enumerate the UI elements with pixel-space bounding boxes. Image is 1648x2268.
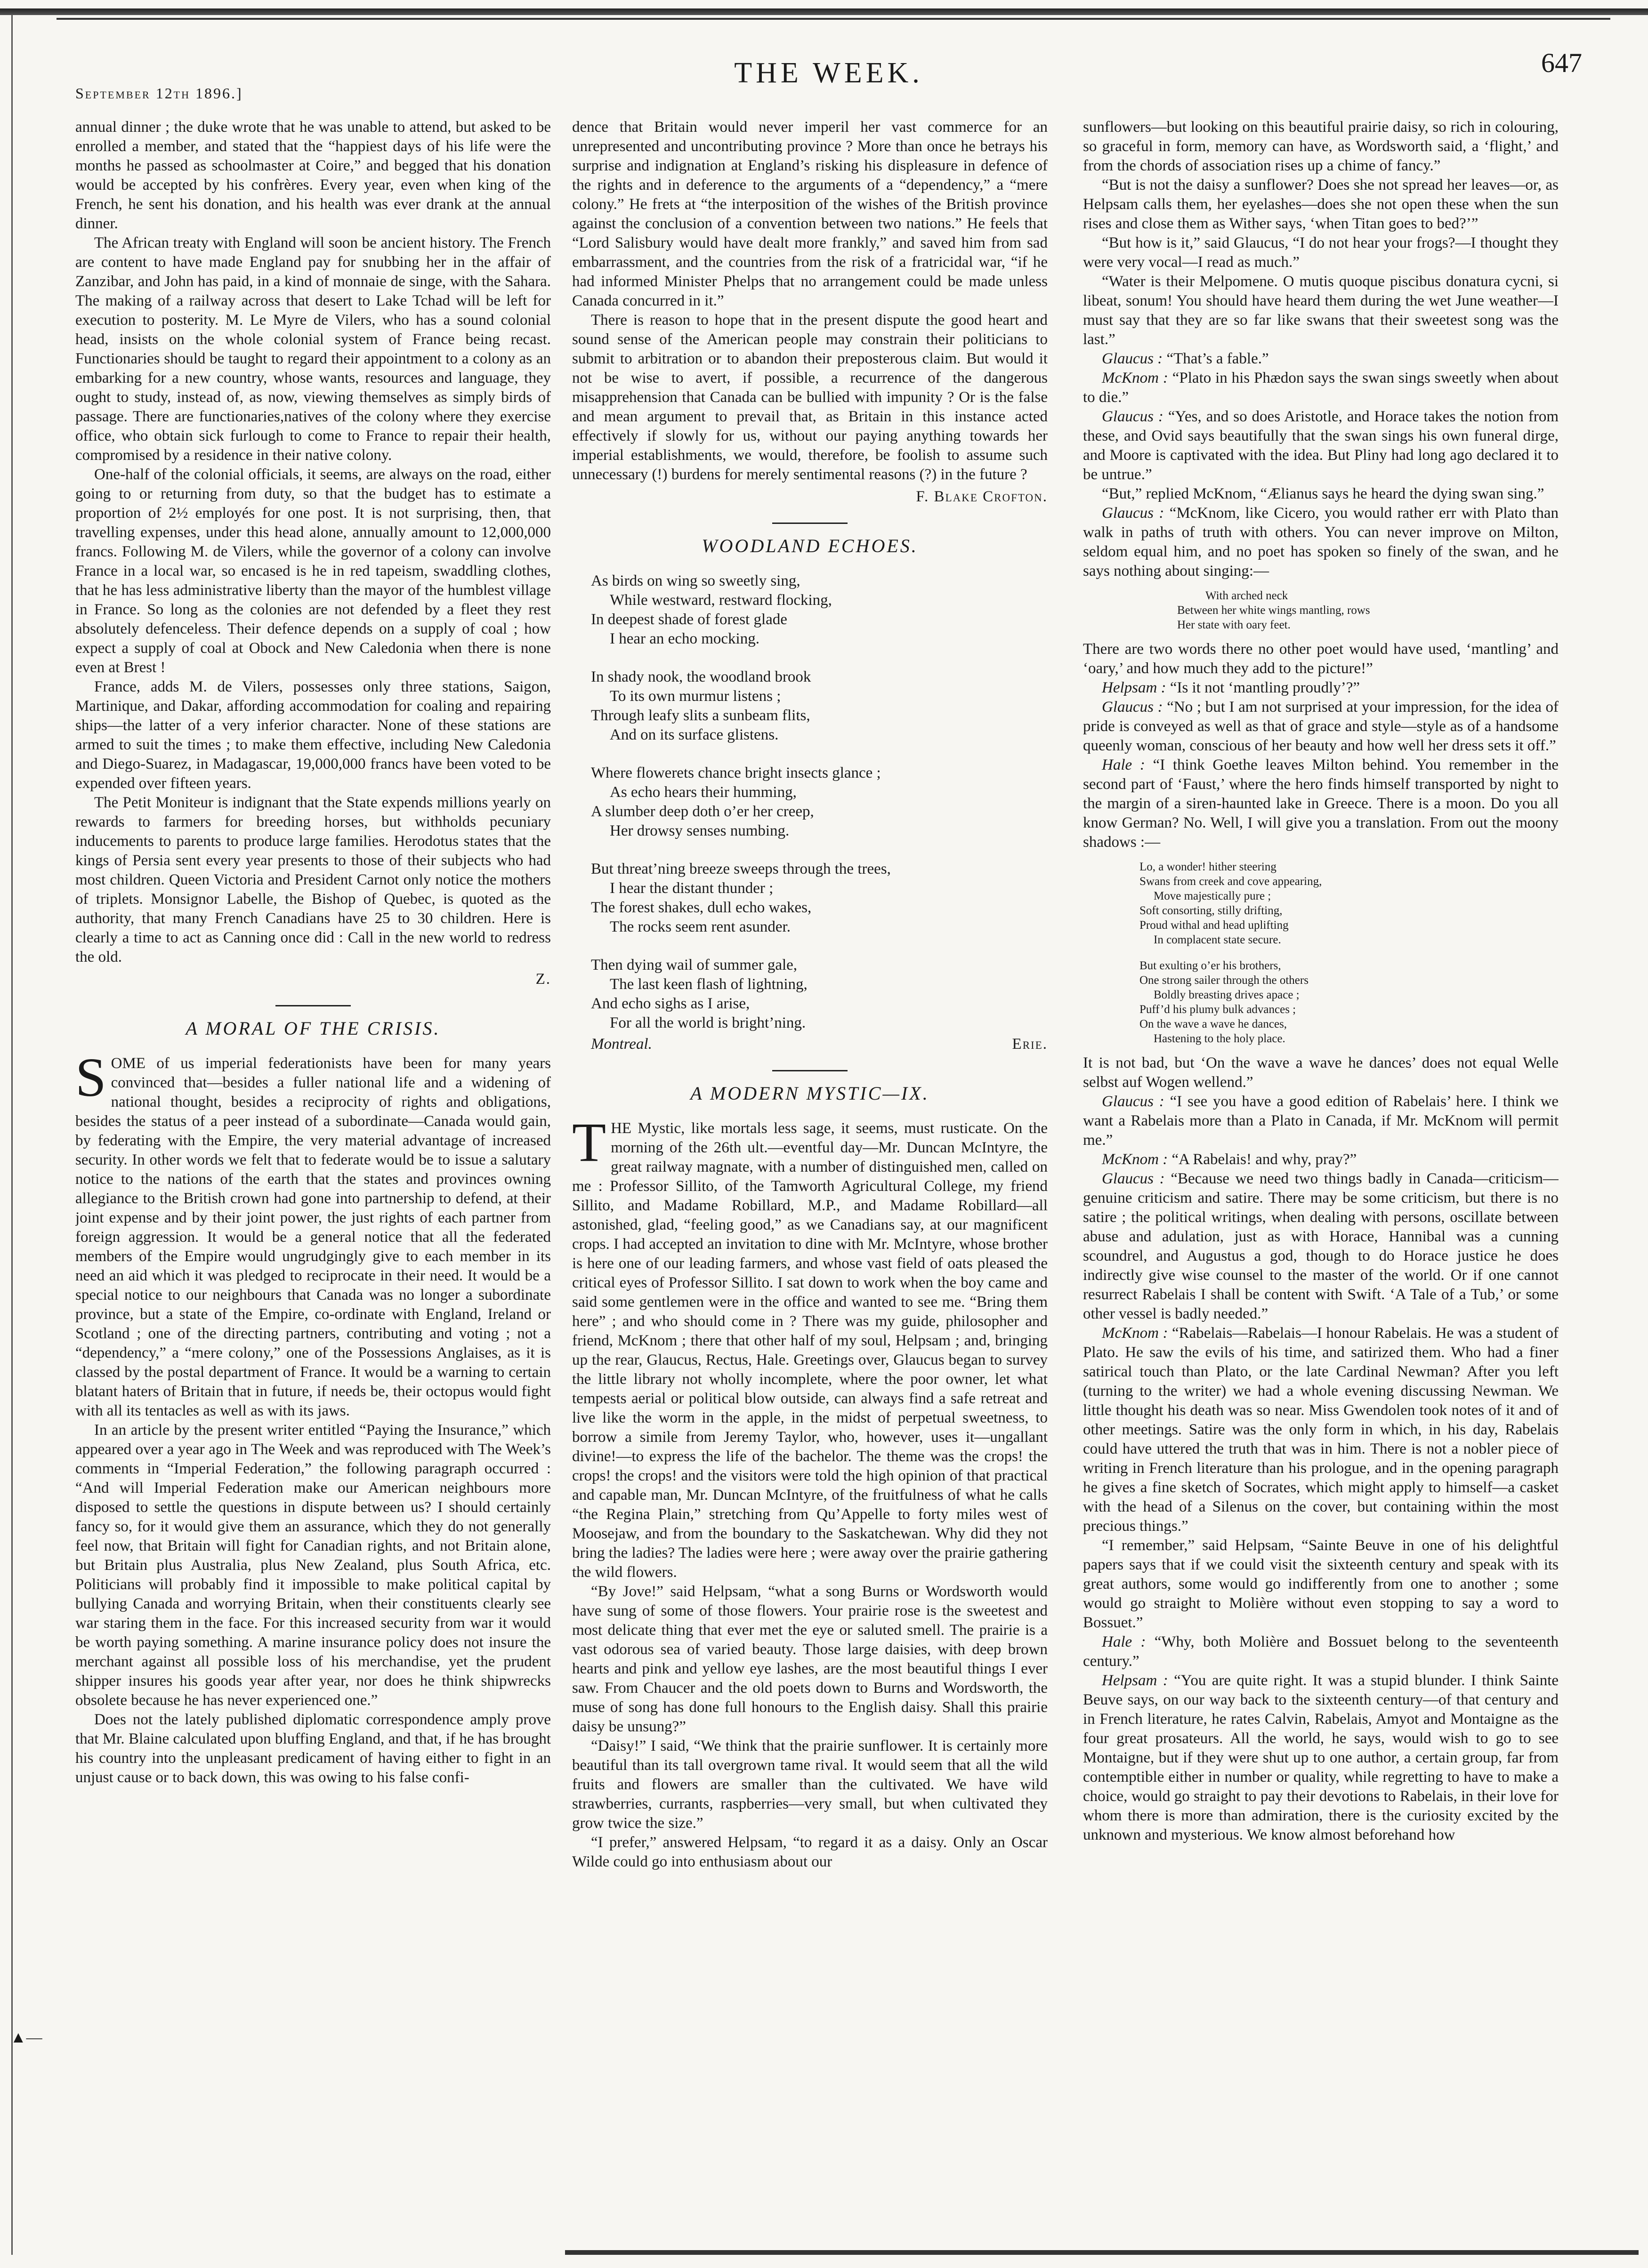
speaker-name: Hale : <box>1102 1633 1146 1650</box>
poem-line: While westward, restward flocking, <box>610 592 832 609</box>
quote-line: Puff’d his plumy bulk advances ; <box>1139 1003 1296 1016</box>
dialogue-text: “Because we need two things badly in Canada—criticism—genuine criticism and satire. There may be some criticism, but there is no satire ; the political writings, when dealing with persons, oscillate between abuse and adulation, just as with Horace, Hannibal was a cunning scoundrel, and Augustus a god, though to do Horace justice he does indirectly give wise counsel to the master of the world. Or if one cannot resurrect Rabelais I shall be content with Swift. ‘A Tale of a Tub,’ or some other vessel is badly needed.” <box>1083 1170 1559 1322</box>
paragraph: Does not the lately published diplomatic correspondence amply prove that Mr. Blaine calculated upon bluffing England, and that, if he has brought his country into the unpleasant predicament of having either to fight in an unjust cause or to back down, this was owing to his false confi- <box>75 1711 551 1786</box>
dialogue-line <box>1083 1324 1559 1536</box>
paragraph <box>75 1046 551 1421</box>
quote-line: Lo, a wonder! hither steering <box>1139 861 1276 873</box>
column-3 <box>1083 118 1559 2236</box>
paragraph: “Water is their Melpomene. O mutis quoque piscibus donatura cycni, si libeat, sonum! You should have heard them during the wet June weather—I must say that they are so far like swans that their sweetest song was the last.” <box>1083 273 1559 348</box>
dialogue-text: “A Rabelais! and why, pray?” <box>1171 1151 1357 1168</box>
quote-gap <box>1139 947 1559 958</box>
poem-line: The rocks seem rent asunder. <box>610 918 791 935</box>
quote-line: Move majestically pure ; <box>1154 890 1271 902</box>
speaker-name: Helpsam : <box>1102 1672 1168 1689</box>
issue-date: September 12th 1896.] <box>75 85 243 102</box>
paragraph: “But,” replied McKnom, “Ælianus says he heard the dying swan sing.” <box>1102 485 1544 502</box>
quote-line: Swans from creek and cove appearing, <box>1139 875 1322 888</box>
paragraph: sunflowers—but looking on this beautiful prairie daisy, so rich in colouring, so graceful in form, memory can have, as Wordsworth said, a ‘flight,’ and from the chords of association rises up a chime of fancy.” <box>1083 119 1559 174</box>
quote-line: Her state with oary feet. <box>1177 619 1291 631</box>
dialogue-line <box>1083 756 1559 852</box>
stanza <box>591 956 1048 1033</box>
speaker-name: Helpsam : <box>1102 679 1166 696</box>
speaker-name: Glaucus : <box>1102 1093 1164 1110</box>
author-signature: F. Blake Crofton. <box>916 488 1048 505</box>
paragraph: dence that Britain would never imperil her vast commerce for an unrepresented and uncontributing province ? More than once he betrays his surprise and indignation at England’s risking his displeasure in defence of the rights and in deference to the arguments of a “dependency,” a “mere colony.” He frets at “the interposition of the wishes of the British province against the conclusion of a convention between two nations.” He feels that “Lord Salisbury would have dealt more frankly,” and saved him from sad embarrassment, and the countries from the risk of a fratricidal war, “if he had informed Minister Phelps that no arrangement could be made unless Canada concurred in it.” <box>572 119 1048 309</box>
verse-quotation <box>1139 860 1559 1046</box>
quote-line: Proud withal and head uplifting <box>1139 919 1289 932</box>
poem-line: The last keen flash of lightning, <box>610 976 808 993</box>
poem-line: As birds on wing so sweetly sing, <box>591 572 800 589</box>
dialogue-text: “McKnom, like Cicero, you would rather err with Plato than walk in paths of truth with others. You can never improve on Milton, seldom equal him, and no poet has spoken so finely of the swan, and he says nothing about singing:— <box>1083 505 1559 579</box>
dialogue-text: “I think Goethe leaves Milton behind. You remember in the second part of ‘Faust,’ where the hero finds himself transported by night to the margin of a siren-haunted lake in Greece. There is a moon. Do you all know German? No. Well, I will give you a translation. From out the moony shadows :— <box>1083 756 1559 851</box>
speaker-name: Hale : <box>1102 756 1145 773</box>
dialogue-text: “Plato in his Phædon says the swan sings sweetly when about to die.” <box>1083 370 1559 406</box>
poem-line: I hear an echo mocking. <box>610 630 759 647</box>
quote-line: Hastening to the holy place. <box>1154 1032 1285 1045</box>
dialogue-text: “Why, both Molière and Bossuet belong to the seventeenth century.” <box>1083 1633 1559 1670</box>
paragraph: It is not bad, but ‘On the wave a wave he dances’ does not equal Welle selbst auf Wogen wellend.” <box>1083 1054 1559 1091</box>
quote-line: But exulting o’er his brothers, <box>1139 959 1281 972</box>
section-divider <box>772 1070 848 1071</box>
poem-line: In deepest shade of forest glade <box>591 611 787 628</box>
poem-line: In shady nook, the woodland brook <box>591 668 811 685</box>
paragraph: “I remember,” said Helpsam, “Sainte Beuve in one of his delightful papers says that if we could visit the sixteenth century and speak with its great authors, some would go indifferently from one to another ; some would go straight to Molière without even stopping to say a word to Bossuet.” <box>1083 1537 1559 1631</box>
paragraph: “But how is it,” said Glaucus, “I do not hear your frogs?—I thought they were very vocal—I read as much.” <box>1083 234 1559 271</box>
publication-title: THE WEEK. <box>734 57 923 89</box>
dialogue-text: “Is it not ‘mantling proudly’?” <box>1170 679 1360 696</box>
poem-author: Erie. <box>1012 1036 1048 1053</box>
poem-line: I hear the distant thunder ; <box>610 880 774 897</box>
speaker-name: Glaucus : <box>1102 505 1164 522</box>
page-number: 647 <box>1541 48 1582 78</box>
poem-line: But threat’ning breeze sweeps through the trees, <box>591 861 891 877</box>
dialogue-line <box>1083 678 1559 698</box>
poem-line: Her drowsy senses numbing. <box>610 822 790 839</box>
section-divider <box>275 1005 351 1006</box>
poem-line: The forest shakes, dull echo wakes, <box>591 899 812 916</box>
left-margin-line <box>11 14 13 2255</box>
dialogue-line <box>1083 1633 1559 1671</box>
verse-quotation <box>1177 588 1559 632</box>
margin-mark-icon: ▲— <box>10 2029 42 2046</box>
dialogue-line <box>1083 1150 1559 1169</box>
poem-line: A slumber deep doth o’er her creep, <box>591 803 814 820</box>
stanza <box>591 571 1048 649</box>
author-signature: Z. <box>535 971 551 988</box>
speaker-name: McKnom : <box>1102 370 1168 386</box>
dialogue-text: “I see you have a good edition of Rabelais’ here. I think we want a Rabelais more than a Plato in Canada, if Mr. McKnom will permit me.” <box>1083 1093 1559 1149</box>
dialogue-text: “Rabelais—Rabelais—I honour Rabelais. He was a student of Plato. He saw the evils of his time, and satirized them. Who had a finer satirical touch than Plato, or the late Cardinal Newman? After you left (turning to the writer) we had a whole evening discussing Newman. We little thought his death was so near. Miss Gwendolen took notes of it and of other meetings. Satire was the only form in which, in his day, Rabelais could have uttered the truth that was in him. There is not a nobler piece of writing in French literature than his prologue, and in the opening paragraph he gives a fine sketch of Socrates, which might apply to himself—a casket with the head of a Silenus on the cover, but containing within the most precious things.” <box>1083 1325 1559 1535</box>
speaker-name: McKnom : <box>1102 1151 1168 1168</box>
speaker-name: Glaucus : <box>1102 699 1163 716</box>
dialogue-text: “Yes, and so does Aristotle, and Horace takes the notion from these, and Ovid says beautifully that the swan sings his own funeral dirge, and Moore is captivated with the idea. But Pliny had long ago declared it to be untrue.” <box>1083 408 1559 483</box>
poem-line: And echo sighs as I arise, <box>591 995 750 1012</box>
paragraph <box>572 1111 1048 1582</box>
paragraph: “By Jove!” said Helpsam, “what a song Burns or Wordsworth would have sung of some of those flowers. Your prairie rose is the sweetest and most delicate thing that ever met the eye or saluted smell. The prairie is a vast odorous sea of varied beauty. Those large daisies, with deep brown hearts and pink and yellow eye lashes, are the most beautiful things I ever saw. From Chaucer and the old poets down to Burns and Wordsworth, the muse of song has done full honours to the English daisy. Shall this prairie daisy be unsung?” <box>572 1583 1048 1735</box>
column-1 <box>75 118 551 2236</box>
speaker-name: McKnom : <box>1102 1325 1168 1342</box>
paragraph: “I prefer,” answered Helpsam, “to regard it as a daisy. Only an Oscar Wilde could go into enthusiasm about our <box>572 1834 1048 1870</box>
poem-line: To its own murmur listens ; <box>610 688 781 705</box>
dialogue-line <box>1083 1092 1559 1150</box>
dialogue-line <box>1083 698 1559 756</box>
quote-line: Between her white wings mantling, rows <box>1177 604 1370 617</box>
poem-place: Montreal. <box>591 1036 652 1053</box>
article-title: A MORAL OF THE CRISIS. <box>186 1018 441 1039</box>
paragraph: “Daisy!” I said, “We think that the prairie sunflower. It is certainly more beautiful than its tall overgrown tame rival. It would seem that all the wild fruits and flowers are smaller than the cultivated. We have wild strawberries, currants, raspberries—very small, but when cultivated they grow twice the size.” <box>572 1737 1048 1832</box>
speaker-name: Glaucus : <box>1102 408 1163 425</box>
quote-line: One strong sailer through the others <box>1139 974 1309 987</box>
quote-line: Soft consorting, stilly drifting, <box>1139 904 1283 917</box>
poem-signature <box>591 1035 1048 1054</box>
dialogue-line <box>1083 504 1559 581</box>
poem-line: For all the world is bright’ning. <box>610 1014 806 1031</box>
drop-cap: S <box>75 1046 106 1108</box>
paragraph: In an article by the present writer entitled “Paying the Insurance,” which appeared over a year ago in The Week and was reproduced with The Week’s comments in “Imperial Federation,” the following paragraph occurred : “And will Imperial Federation make our American neighbours more disposed to settle the questions in dispute between us? I should certainly fancy so, for it would give them an assurance, which they do not generally feel now, that Britain will fight for Canadian rights, and not Britain alone, but Britain plus Australia, plus New Zealand, plus South Africa, etc. Politicians will probably find it impossible to make political capital by bullying Canada and worrying Britain, when their constituents clearly see war staring them in the face. For this increased security from war it would be worth paying something. A marine insurance policy does not insure the merchant against all possible loss of his merchandise, yet the prudent shipper insures his goods year after year, nor does he think shipwrecks obsolete because he has never experienced one.” <box>75 1422 551 1709</box>
speaker-name: Glaucus : <box>1102 1170 1165 1187</box>
poem-line: Through leafy slits a sunbeam flits, <box>591 707 810 724</box>
running-head <box>75 47 1582 104</box>
top-border-rule-thin <box>57 18 1610 20</box>
section-divider <box>772 523 848 524</box>
quote-line: Boldly breasting drives apace ; <box>1154 989 1300 1001</box>
poem-line: As echo hears their humming, <box>610 784 797 801</box>
stanza <box>591 668 1048 745</box>
dialogue-line <box>1083 407 1559 484</box>
paragraph: The African treaty with England will soon be ancient history. The French are content to have made England pay for snubbing her in the affair of Zanzibar, and John has paid, in a kind of monnaie de singe, with the Sahara. The making of a railway across that desert to Lake Tchad will be left for execution to posterity. M. Le Myre de Vilers, who has a sound colonial head, insists on the whole colonial system of France being recast. Functionaries should be taught to regard their appointment to a colony as an embarking for a new country, whose wants, resources and language, they ought to study, instead of, as now, viewing themselves as simply birds of passage. There are functionaries,natives of the colony where they exercise office, who obtain sick furlough to come to France to repair their health, compromised by a residence in their native colony. <box>75 234 551 464</box>
poem-line: And on its surface glistens. <box>610 726 779 743</box>
poem-line: Where flowerets chance bright insects glance ; <box>591 764 881 781</box>
poem-line: Then dying wail of summer gale, <box>591 957 798 973</box>
stanza <box>591 860 1048 937</box>
paragraph-text: HE Mystic, like mortals less sage, it seems, must rusticate. On the morning of the 26th ult.—eventful day—Mr. Duncan McIntyre, the great railway magnate, with a number of distinguished men, called on me : Professor Sillito, of the Tamworth Agricultural College, my friend Sillito, and Madame Robillard, M.P., and Madame Robillard—all astonished, glad, “feeling good,” as we Canadians say, at our magnificent crops. I had accepted an invitation to dine with Mr. McIntyre, whose brother is here one of our leading farmers, and whose vast field of oats pleased the critical eyes of Professor Sillito. I sat down to work when the boy came and said some gentlemen were in the office and wanted to see me. “Bring them here” ; and who should come in ? There was my guide, philosopher and friend, McKnom ; there that other half of my soul, Helpsam ; and, bringing up the rear, Glaucus, Rectus, Hale. Greetings over, Glaucus began to survey the little library not wholly incomplete, where the poor owner, let what tempests aerial or political blow outside, can always find a safe retreat and live like the worm in the apple, in the midst of perpetual sweetness, to borrow a simile from Jeremy Taylor, who, however, uses it—ungallant divine!—to express the life of the bachelor. The theme was the crops! the crops! the crops! and the visitors were told the high opinion of that practical and capable man, Mr. Duncan McIntyre, of the fruitfulness of what he calls “the Regina Plain,” stretching from Qu’Appelle to forty miles west of Moosejaw, and from the boundary to the Saskatchewan. Why did they not bring the ladies? The ladies were here ; were away over the prairie gathering the wild flowers. <box>572 1120 1048 1581</box>
drop-cap: T <box>572 1111 606 1173</box>
bottom-border-rule <box>565 2250 1639 2255</box>
dialogue-line <box>1083 1671 1559 1845</box>
paragraph: One-half of the colonial officials, it seems, are always on the road, either going to or returning from duty, so that the budget has to estimate a proportion of 2½ employés for one post. It is not surprising, then, that travelling expenses, under this head alone, annually amount to 12,000,000 francs. Following M. de Vilers, while the governor of a colony can involve France in a local war, so encased is he in red tapeism, swaddling clothes, that he has less administrative liberty than the mayor of the humblest village in France. So long as the colonies are not defended by a fleet they rest absolutely defenceless. Their defence depends on a supply of coal ; how expect a supply of coal at Obock and New Caledonia when there is none even at Brest ! <box>75 466 551 676</box>
stanza <box>591 764 1048 841</box>
dialogue-text: “You are quite right. It was a stupid blunder. I think Sainte Beuve says, on our way back to the sixteenth century—of that century and in French literature, he rates Calvin, Rabelais, Amyot and Montaigne as the four great prosateurs. All the world, he says, would wish to go to see Montaigne, but if they were shut up to one author, a certain group, far from contemptible either in number or quality, while regretting to have to make a choice, would go straight to pay their devotions to Rabelais, in their love for whom there is more than admiration, there is the curiosity excited by the unknown and mysterious. We know almost beforehand how <box>1083 1672 1559 1843</box>
paragraph: “But is not the daisy a sunflower? Does she not spread her leaves—or, as Helpsam calls them, her eyelashes—does she not open these when the sun rises and close them as Wither says, ‘when Titan goes to bed?’” <box>1083 177 1559 232</box>
column-2 <box>572 118 1048 2236</box>
paragraph: The Petit Moniteur is indignant that the State expends millions yearly on rewards to farmers for breeding horses, but withholds pecuniary inducements to parents to produce large families. Herodotus states that the kings of Persia sent every year presents to those of their subjects who had most children. Queen Victoria and President Carnot only notice the mothers of triplets. Monsignor Labelle, the Bishop of Quebec, is quoted as the authority, that many French Canadians have 25 to 30 children. Here is clearly a time to act as Canning once did : Call in the new world to redress the old. <box>75 794 551 965</box>
paragraph-text: OME of us imperial federationists have been for many years convinced that—besides a fuller national life and a widening of national thought, besides a reciprocity of rights and obligations, besides the status of a peer instead of a subordinate—Canada would gain, by federating with the Empire, the very material advantage of increased security. In other words we felt that to federate would be to issue a salutary notice to the nations of the earth that the states and provinces owning allegiance to the British crown had gone into partnership to defend, at their joint expense and by their joint power, the just rights of each partner from foreign aggression. It would be a general notice that all the federated members of the Empire would ungrudgingly give to each member in its need an aid which it was pledged to reciprocate in their need. It would be a special notice to our neighbours that Canada was no longer a subordinate province, but a state of the Empire, co-ordinate with England, Ireland or Scotland ; one of the directing partners, contributing and voting ; not a “dependency,” a “mere colony,” one of the Possessions Anglaises, as it is classed by the postal department of France. It would be a warning to certain blatant haters of Britain that in future, if needs be, their octopus would fight with all its tentacles as well as with its jaws. <box>75 1055 551 1419</box>
paragraph: France, adds M. de Vilers, possesses only three stations, Saigon, Martinique, and Dakar, affording accommodation for coaling and repairing ships—the latter of a very inferior character. None of these stations are armed to suit the times ; to make them effective, including New Caledonia and Diego-Suarez, in Madagascar, 19,000,000 francs have been voted to be expended over fifteen years. <box>75 678 551 792</box>
article-title: A MODERN MYSTIC—IX. <box>690 1083 929 1104</box>
paragraph: annual dinner ; the duke wrote that he was unable to attend, but asked to be enrolled a member, and stated that the “happiest days of his life were the months he passed as schoolmaster at Coire,” and begged that his donation would be accepted by his confrères. Every year, even when king of the French, he sent his donation, and his health was ever drank at the annual dinner. <box>75 119 551 232</box>
paragraph: There is reason to hope that in the present dispute the good heart and sound sense of the American people may constrain their politicians to submit to arbitration or to abandon their preposterous claim. But would it not be wise to avert, if possible, a recurrence of the dangerous misapprehension that Canada can be bullied with impunity ? Or is the false and mean argument to prevail that, as Britain in this instance acted effectively if slowly for us, without our paying anything towards her imperial establishments, we would, therefore, be foolish to assume such unnecessary (!) burdens for merely sentimental reasons (?) in the future ? <box>572 312 1048 483</box>
paragraph: There are two words there no other poet would have used, ‘mantling’ and ‘oary,’ and how much they add to the picture!” <box>1083 641 1559 677</box>
dialogue-text: “No ; but I am not surprised at your impression, for the idea of pride is conveyed as well as that of grace and style—style as of a handsome queenly woman, conscious of her beauty and how well her dress sets it off.” <box>1083 699 1559 754</box>
dialogue-line <box>1083 349 1559 369</box>
dialogue-line <box>1083 369 1559 407</box>
quote-line: On the wave a wave he dances, <box>1139 1018 1287 1030</box>
quote-line: In complacent state secure. <box>1154 933 1281 946</box>
quote-line: With arched neck <box>1205 589 1288 602</box>
poem <box>591 571 1048 1033</box>
dialogue-line <box>1083 1169 1559 1324</box>
top-border-rule <box>0 8 1648 15</box>
poem-title: WOODLAND ECHOES. <box>702 535 918 556</box>
speaker-name: Glaucus : <box>1102 350 1163 367</box>
dialogue-text: “That’s a fable.” <box>1166 350 1269 367</box>
